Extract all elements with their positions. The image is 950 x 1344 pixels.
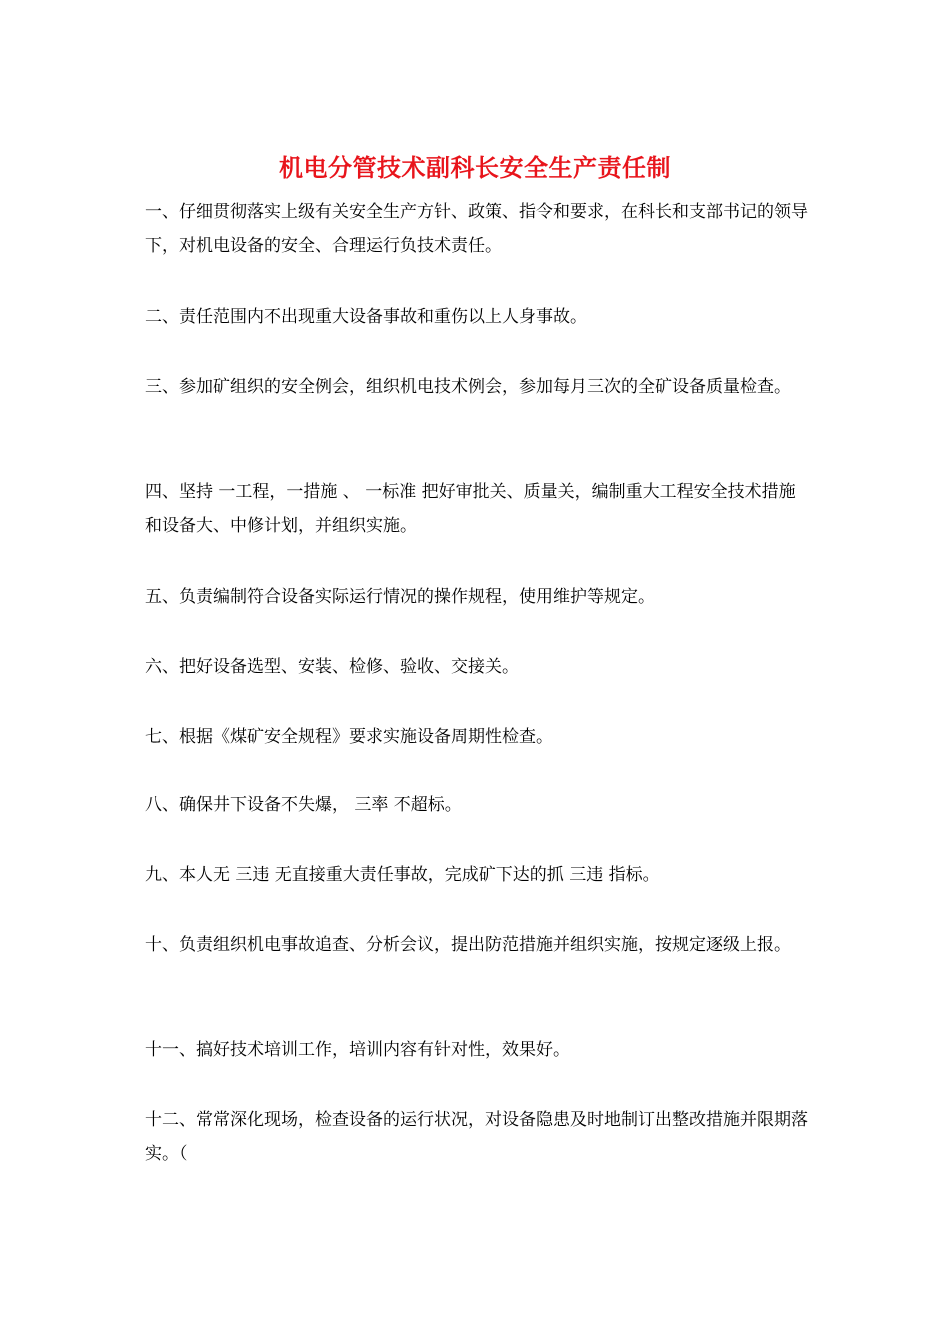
clause-4: 四、坚持 一工程，一措施 、 一标准 把好审批关、质量关，编制重大工程安全技术措施和设备大、中修计划，并组织实施。 [145,482,796,536]
clause-9: 九、本人无 三违 无直接重大责任事故，完成矿下达的抓 三违 指标。 [145,865,660,885]
clause-6: 六、把好设备选型、安装、检修、验收、交接关。 [145,657,519,677]
clause-12: 十二、常常深化现场，检查设备的运行状况，对设备隐患及时地制订出整改措施并限期落实。（ [145,1110,808,1164]
document-title: 机电分管技术副科长安全生产责任制 [279,153,671,182]
clause-10: 十、负责组织机电事故追查、分析会议，提出防范措施并组织实施，按规定逐级上报。 [145,935,791,955]
clause-5: 五、负责编制符合设备实际运行情况的操作规程，使用维护等规定。 [145,587,655,607]
clause-2: 二、责任范围内不出现重大设备事故和重伤以上人身事故。 [145,307,587,327]
clause-11: 十一、搞好技术培训工作，培训内容有针对性，效果好。 [145,1040,570,1060]
clause-1: 一、仔细贯彻落实上级有关安全生产方针、政策、指令和要求，在科长和支部书记的领导下，对机电设备的安全、合理运行负技术责任。 [145,202,808,256]
clause-8: 八、确保井下设备不失爆， 三率 不超标。 [145,795,462,815]
clause-7: 七、根据《煤矿安全规程》要求实施设备周期性检查。 [145,727,553,747]
clause-3: 三、参加矿组织的安全例会，组织机电技术例会，参加每月三次的全矿设备质量检查。 [145,377,791,397]
